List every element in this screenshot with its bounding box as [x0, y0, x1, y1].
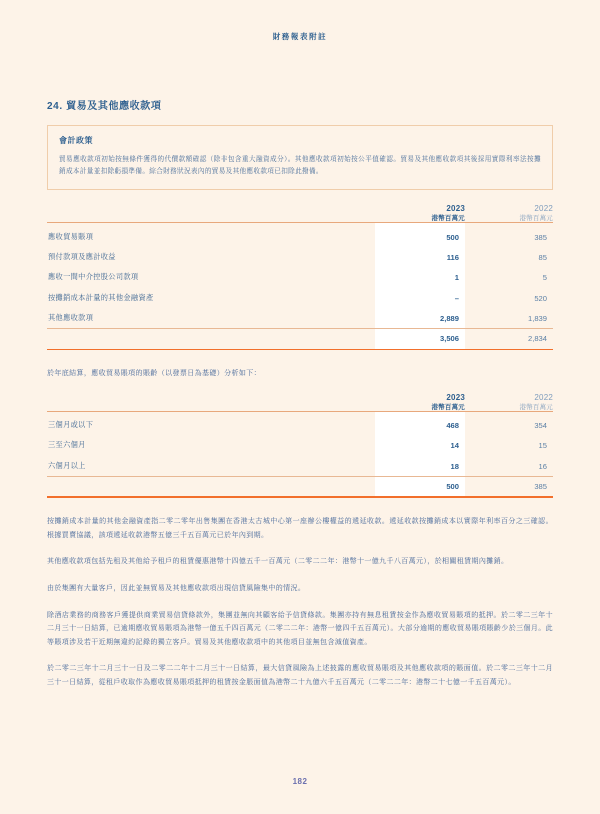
- rule-segment: [47, 496, 375, 498]
- receivables-table-block: [47, 204, 553, 350]
- total-value-2022: 385: [534, 482, 547, 492]
- column-header-year-2022: 2022: [534, 392, 553, 402]
- row-value-2023: 14: [375, 435, 465, 455]
- row-value-2023: 2,889: [375, 308, 465, 328]
- page-title: 24. 貿易及其他應收款項: [47, 101, 162, 112]
- accounting-policy-title: 會計政策: [59, 136, 93, 145]
- ageing-intro-paragraph: 於年底結算，應收貿易賬項的賬齡（以發票日為基礎）分析如下：: [47, 370, 262, 378]
- row-value-2022: 520: [534, 293, 547, 303]
- table-bottom-rule: [47, 349, 553, 351]
- table-unit-row: [47, 402, 553, 411]
- rule-segment: [375, 496, 465, 498]
- total-value-2023: 3,506: [375, 329, 465, 348]
- note-paragraph-5: 於二零二三年十二月三十一日及二零二二年十二月三十一日結算，最大信貸風險為上述披露的應收貿易賬項及其他應收款項的賬面值。於二零二三年十二月三十一日結算，從租戶收取作為應收貿易賬項抵押的租賃按金脹面值為港幣二十九億六千五百萬元（二零二二年：港幣二十七億一千五百萬元）。: [47, 665, 553, 687]
- row-value-2023: 18: [375, 456, 465, 476]
- table-row: [47, 415, 553, 435]
- row-label: 應收一間中介控股公司款項: [48, 272, 139, 282]
- table-unit-blank: [47, 402, 375, 411]
- row-value-2022: 15: [538, 441, 547, 451]
- total-label: [47, 477, 375, 496]
- table-row: [47, 267, 553, 287]
- total-value-2023: 500: [375, 477, 465, 496]
- accounting-policy-text: 貿易應收款項初始按無條件獲得的代價款額確認（除非包含重大融資成分）。其他應收款項初始按公平值確認。貿易及其他應收款項其後採用實際利率法按攤銷成本計量並扣除虧損準備。綜合財務狀況表內的貿易及其他應收款項已扣除此撥備。: [59, 156, 541, 176]
- row-value-2023: –: [375, 288, 465, 308]
- row-value-2022: 1,839: [527, 314, 547, 324]
- note-paragraph-3: 由於集團有大量客戶，因此並無貿易及其他應收款項出現信貸風險集中的情況。: [47, 584, 306, 592]
- table-header-row: [47, 204, 553, 213]
- table-row: [47, 247, 553, 267]
- table-unit-blank: [47, 213, 375, 222]
- ageing-table: [47, 393, 553, 498]
- table-header-blank: [47, 393, 375, 402]
- accounting-policy-box: [47, 125, 553, 190]
- row-value-2022: 354: [534, 421, 547, 431]
- rule-segment: [465, 496, 553, 498]
- rule-segment: [47, 349, 375, 351]
- row-value-2023: 500: [375, 226, 465, 246]
- row-value-2022: 85: [538, 252, 547, 262]
- table-header-row: [47, 393, 553, 402]
- row-label: 其他應收款項: [48, 313, 94, 323]
- row-label: 六個月以上: [48, 460, 86, 470]
- row-value-2023: 468: [375, 415, 465, 435]
- table-row: [47, 456, 553, 476]
- row-value-2023: 116: [375, 247, 465, 267]
- row-label: 三個月或以下: [48, 420, 94, 430]
- total-label: [47, 329, 375, 348]
- table-header-blank: [47, 204, 375, 213]
- ageing-table-block: [47, 393, 553, 498]
- table-row: [47, 435, 553, 455]
- receivables-table: [47, 204, 553, 350]
- page-number: 182: [292, 777, 308, 786]
- column-header-year-2023: 2023: [446, 392, 465, 402]
- note-paragraph-4: 除酒店業務的商務客戶獲提供商業貿易信貸條款外，集團並無向其顧客給予信貸條款。集團亦持有無息租賃按金作為應收貿易賬項的抵押。於二零二三年十二月三十一日結算，已逾期應收貿易賬項為港幣一億五千四百萬元（二零二二年：港幣一億四千五百萬元）。大部分逾期的應收貿易賬項賬齡少於三個月。此等賬項涉及若干近期無違約記錄的獨立客戶。貿易及其他應收款項中的其他項目並無包含減值資產。: [47, 611, 553, 646]
- table-total-row: [47, 477, 553, 496]
- row-label: 三至六個月: [48, 440, 86, 450]
- row-label: 按攤銷成本計量的其他金融資產: [48, 292, 154, 302]
- column-unit-2022: 港幣百萬元: [519, 215, 553, 223]
- column-unit-2023: 港幣百萬元: [431, 403, 465, 411]
- column-header-year-2022: 2022: [534, 204, 553, 214]
- table-unit-row: [47, 213, 553, 222]
- table-bottom-rule: [47, 496, 553, 498]
- rule-segment: [375, 349, 465, 351]
- row-value-2022: 5: [542, 273, 547, 283]
- row-label: 應收貿易賬項: [48, 231, 94, 241]
- total-value-2022: 2,834: [527, 334, 547, 344]
- note-paragraph-2: 其他應收款項包括先租及其他給予租戶的租賃優惠港幣十四億五千一百萬元（二零二二年：港幣十一億九千八百萬元），於相關租賃期內攤銷。: [47, 558, 509, 566]
- row-label: 預付款項及應計收益: [48, 251, 116, 261]
- column-unit-2023: 港幣百萬元: [431, 215, 465, 223]
- column-unit-2022: 港幣百萬元: [519, 403, 553, 411]
- table-row: [47, 308, 553, 328]
- row-value-2022: 16: [538, 461, 547, 471]
- row-value-2023: 1: [375, 267, 465, 287]
- table-row: [47, 226, 553, 246]
- table-row: [47, 288, 553, 308]
- rule-segment: [465, 349, 553, 351]
- row-value-2022: 385: [534, 232, 547, 242]
- note-paragraph-1: 按攤銷成本計量的其他金融資產指二零二零年出售集團在香港太古城中心第一座辦公樓權益的遞延收款。遞延收款按攤銷成本以實際年利率百分之三確認。根據買賣協議，該項遞延收款港幣五億三千五百萬元已於年內到期。: [47, 517, 553, 539]
- running-header: 財務報表附註: [272, 32, 328, 41]
- column-header-year-2023: 2023: [446, 204, 465, 214]
- table-total-row: [47, 329, 553, 348]
